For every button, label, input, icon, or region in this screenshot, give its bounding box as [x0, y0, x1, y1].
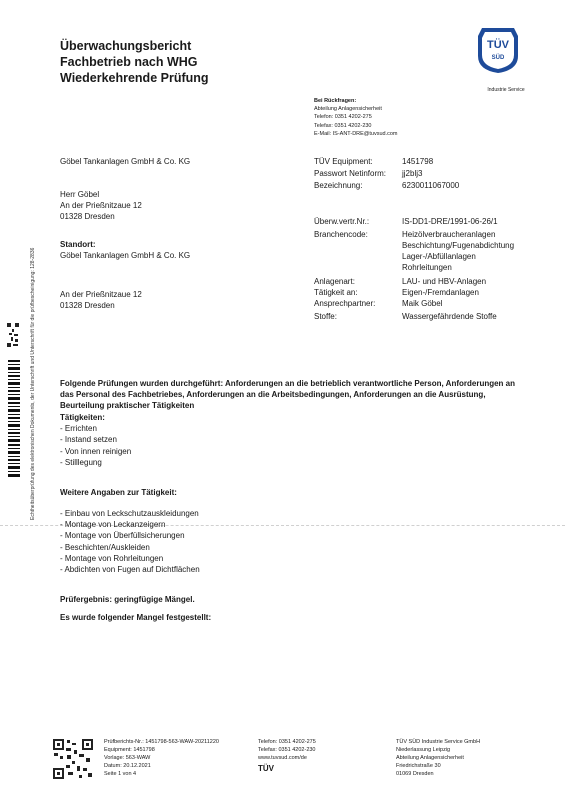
footer-department: Abteilung Anlagensicherheit [396, 755, 464, 761]
contact-block [314, 97, 398, 138]
stoffe-key: Stoffe: [314, 312, 337, 321]
password-value: jj2blj3 [402, 169, 423, 178]
contact-department: Abteilung Anlagensicherheit [314, 106, 382, 113]
taetigkeit-item: - Von innen reinigen [60, 446, 132, 456]
anlagenart-key: Anlagenart: [314, 277, 355, 286]
details-block [314, 216, 544, 328]
equipment-key: TÜV Equipment: [314, 157, 373, 166]
weitere-label: Weitere Angaben zur Tätigkeit: [60, 488, 177, 497]
footer-report-number: Prüfberichts-Nr.: 1451798-563-WAW-20211220 [104, 739, 219, 745]
standort-street: An der Prießnitzaue 12 [60, 290, 142, 299]
branchen-value-3: Lager-/Abfüllanlagen [402, 252, 476, 261]
stoffe-value: Wassergefährdende Stoffe [402, 312, 497, 321]
weitere-item: - Montage von Rohrleitungen [60, 553, 164, 563]
footer-vorlage: Vorlage: 563-WAW [104, 755, 151, 761]
maengel-heading: Es wurde folgender Mangel festgestellt: [60, 613, 212, 622]
equipment-value: 1451798 [402, 157, 434, 166]
standort-company: Göbel Tankanlagen GmbH & Co. KG [60, 251, 191, 260]
title-line-3: Wiederkehrende Prüfung [60, 71, 209, 85]
footer-date: Datum: 20.12.2021 [104, 763, 151, 769]
branchen-value-4: Rohrleitungen [402, 263, 452, 272]
tuv-sud-logo-icon [476, 26, 520, 74]
side-verification-text: Echtheitsüberprüfung des elektronischen Dokuments, der Unterschrift und Unterschrift für die prüfbescheinigung: 128-2836 [30, 247, 36, 520]
side-barcode-icon [8, 360, 20, 478]
weitere-list [60, 508, 200, 575]
recipient-person: Herr Göbel [60, 190, 100, 199]
taetigkeit-value: Eigen-/Fremdanlagen [402, 288, 479, 297]
recipient-city: 01328 Dresden [60, 212, 115, 221]
recipient-address [60, 189, 142, 222]
footer-city: 01069 Dresden [396, 771, 434, 777]
ueberw-value: IS-DD1-DRE/1991-06-26/1 [402, 217, 498, 226]
footer-page: Seite 1 von 4 [104, 771, 137, 777]
footer-company-name: TÜV SÜD Industrie Service GmbH [396, 739, 481, 745]
branchen-value-2: Beschichtung/Fugenabdichtung [402, 241, 515, 250]
contact-phone: Telefon: 0351 4202-275 [314, 114, 372, 121]
weitere-item: - Abdichten von Fugen auf Dichtflächen [60, 565, 200, 575]
weitere-item: - Montage von Überfüllsicherungen [60, 531, 185, 541]
side-qr-code-icon [6, 322, 20, 348]
anlagenart-value: LAU- und HBV-Anlagen [402, 277, 487, 286]
logo-sub-text: SÜD [491, 55, 505, 61]
branchen-value-1: Heizölverbraucheranlagen [402, 230, 496, 239]
standort-address [60, 289, 142, 311]
taetigkeit-item: - Errichten [60, 424, 97, 434]
branchen-key: Branchencode: [314, 230, 368, 239]
footer-qr-code-icon [52, 738, 94, 780]
contact-heading: Bei Rückfragen: [314, 98, 357, 104]
recipient-company: Göbel Tankanlagen GmbH & Co. KG [60, 157, 191, 166]
footer-report-info [104, 738, 219, 778]
bezeichnung-key: Bezeichnung: [314, 181, 363, 190]
taetigkeiten-label: Tätigkeiten: [60, 413, 105, 422]
standort-block [60, 239, 190, 261]
equipment-block [314, 156, 534, 192]
ueberw-key: Überw.vertr.Nr.: [314, 217, 370, 226]
title-line-1: Überwachungsbericht [60, 39, 192, 53]
footer-tuv-logo-text: TÜV [258, 764, 274, 773]
bezeichnung-value: 6230011067000 [402, 181, 460, 190]
recipient-street: An der Prießnitzaue 12 [60, 201, 142, 210]
password-key: Passwort Netinform: [314, 169, 387, 178]
standort-city: 01328 Dresden [60, 301, 115, 310]
pruefungen-paragraph: Folgende Prüfungen wurden durchgeführt: Anforderungen an die betrieblich verantwortliche Person, Anforderungen an das Personal des Fachbetriebes, Anforderungen an die Arbeitsbedingungen, Anforderungen an die Ausrüstung, Beurteilung praktischer Tätigkeiten [60, 379, 515, 411]
footer-contact [258, 738, 316, 773]
footer-fax: Telefax: 0351 4202-230 [258, 747, 316, 753]
footer-phone: Telefon: 0351 4202-275 [258, 739, 316, 745]
logo-text: TÜV [487, 39, 509, 51]
logo-caption: Industrie Service [487, 87, 525, 93]
footer-street: Friedrichstraße 30 [396, 763, 441, 769]
footer-company [396, 738, 480, 778]
weitere-item: - Einbau von Leckschutzauskleidungen [60, 509, 199, 518]
footer-equipment: Equipment: 1451798 [104, 747, 155, 753]
contact-fax: Telefax: 0351 4202-230 [314, 122, 372, 129]
ansprech-key: Ansprechpartner: [314, 299, 376, 308]
standort-label: Standort: [60, 240, 96, 249]
contact-email[interactable]: E-Mail: IS-ANT-DRE@tuvsud.com [314, 130, 398, 137]
taetigkeit-item: - Instand setzen [60, 435, 117, 445]
taetigkeit-item: - Stilllegung [60, 457, 102, 467]
pruefergebnis: Prüfergebnis: geringfügige Mängel. [60, 595, 195, 604]
report-title [60, 38, 209, 86]
weitere-item: - Montage von Leckanzeigern [60, 520, 166, 530]
title-line-2: Fachbetrieb nach WHG [60, 55, 198, 69]
weitere-item: - Beschichten/Auskleiden [60, 542, 150, 552]
footer-branch: Niederlassung Leipzig [396, 747, 451, 753]
taetigkeiten-block [60, 412, 131, 468]
taetigkeit-key: Tätigkeit an: [314, 288, 358, 297]
ansprech-value: Maik Göbel [402, 299, 443, 308]
footer-website[interactable]: www.tuvsud.com/de [258, 755, 307, 761]
